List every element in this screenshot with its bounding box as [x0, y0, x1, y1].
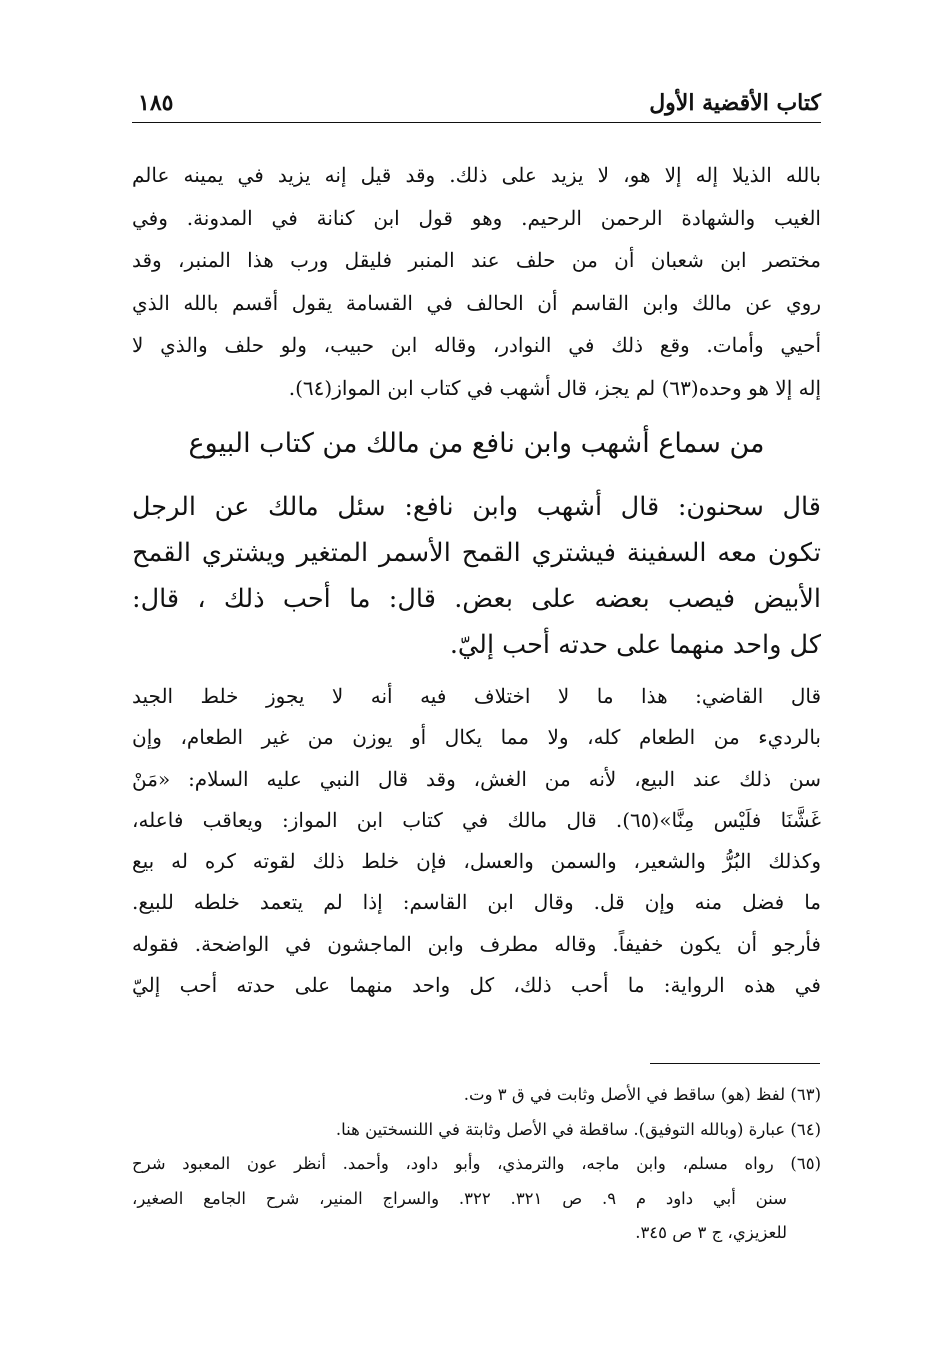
text-line: الغيب والشهادة الرحمن الرحيم. وهو قول ابن كنانة في المدونة. وفي — [132, 205, 821, 230]
text-line: قال سحنون: قال أشهب وابن نافع: سئل مالك عن الرجل — [132, 492, 821, 522]
running-header — [132, 88, 821, 123]
text-line: في هذه الرواية: ما أحب ذلك، كل واحد منهما على حدته أحب إليّ — [132, 973, 821, 998]
footnote-65-line: (٦٥) رواه مسلم، وابن ماجه، والترمذي، وأبو داود، وأحمد. أنظر عون المعبود شرح — [132, 1154, 821, 1173]
text-line: مختصر ابن شعبان أن من حلف عند المنبر فليقل ورب هذا المنبر، وقد — [132, 248, 821, 272]
text-line: بالله الذيلا إله إلا هو، لا يزيد على ذلك. وقد قيل إنه يزيد في يمينه عالم — [132, 163, 821, 187]
text-line: سن ذلك عند البيع، لأنه من الغش، وقد قال النبي عليه السلام: «مَنْ — [132, 766, 821, 791]
footnote-64: (٦٤) عبارة (وبالله التوفيق). ساقطة في الأصل وثابتة في اللنسختين هنا. — [335, 1119, 821, 1139]
text-line: بالرديء من الطعام كله، ولا مما يكال أو يوزن من غير الطعام، وإن — [132, 725, 821, 750]
text-line: الأبيض فيصب بعضه على بعض. قال: ما أحب ذلك ، قال: — [132, 584, 821, 614]
text-line: كل واحد منهما على حدته أحب إليّ. — [449, 630, 821, 660]
footnote-63: (٦٣) لفظ (هو) ساقط في الأصل وثابت في ق ٣ وت. — [463, 1085, 821, 1104]
page-number: ١٨٥ — [138, 90, 174, 116]
text-line: ما فضل منه وإن قل. وقال ابن القاسم: إذا لم يتعمد خلطه للبيع. — [132, 890, 821, 915]
paragraph-judge-commentary — [132, 676, 821, 1006]
footnote-65-line: للعزيزي، ج ٣ ص ٣٤٥. — [635, 1223, 787, 1242]
paragraph-sahnun-quote — [132, 484, 821, 668]
section-heading: من سماع أشهب وابن نافع من مالك من كتاب البيوع — [188, 428, 765, 459]
text-line: فأرجو أن يكون خفيفاً. وقاله مطرف وابن الماجشون في الواضحة. فقوله — [132, 931, 821, 956]
text-line: قال القاضي: هذا ما لا اختلاف فيه أنه لا يجوز خلط الجيد — [132, 684, 821, 708]
chapter-title: كتاب الأقضية الأول — [649, 90, 821, 116]
text-line: إله إلا هو وحده(٦٣) لم يجز، قال أشهب في كتاب ابن المواز(٦٤). — [288, 375, 821, 400]
text-line: غَشَّنَا فلَيْس مِنَّا»(٦٥). قال مالك في كتاب ابن المواز: ويعاقب فاعله، — [132, 807, 821, 832]
text-line: وكذلك البُرُّ والشعير، والسمن والعسل، فإن خلط ذلك لقوته كره له بيع — [132, 849, 821, 874]
text-line: أحيي وأمات. وقع ذلك في النوادر، وقاله ابن حبيب، ولو حلف والذي لا — [132, 333, 821, 357]
text-line: روي عن مالك وابن القاسم أن الحالف في القسامة يقول أقسم بالله الذي — [132, 290, 821, 315]
footnote-separator — [650, 1063, 820, 1064]
footnote-65-line: سنن أبي داود م ٩. ص ٣٢١. ٣٢٢. والسراج المنير، شرح الجامع الصغير، — [132, 1188, 787, 1208]
text-line: تكون معه السفينة فيشتري القمح الأسمر المتغير ويشتري القمح — [132, 538, 821, 568]
paragraph-oath-wording — [132, 154, 821, 409]
footnotes — [132, 1078, 821, 1251]
